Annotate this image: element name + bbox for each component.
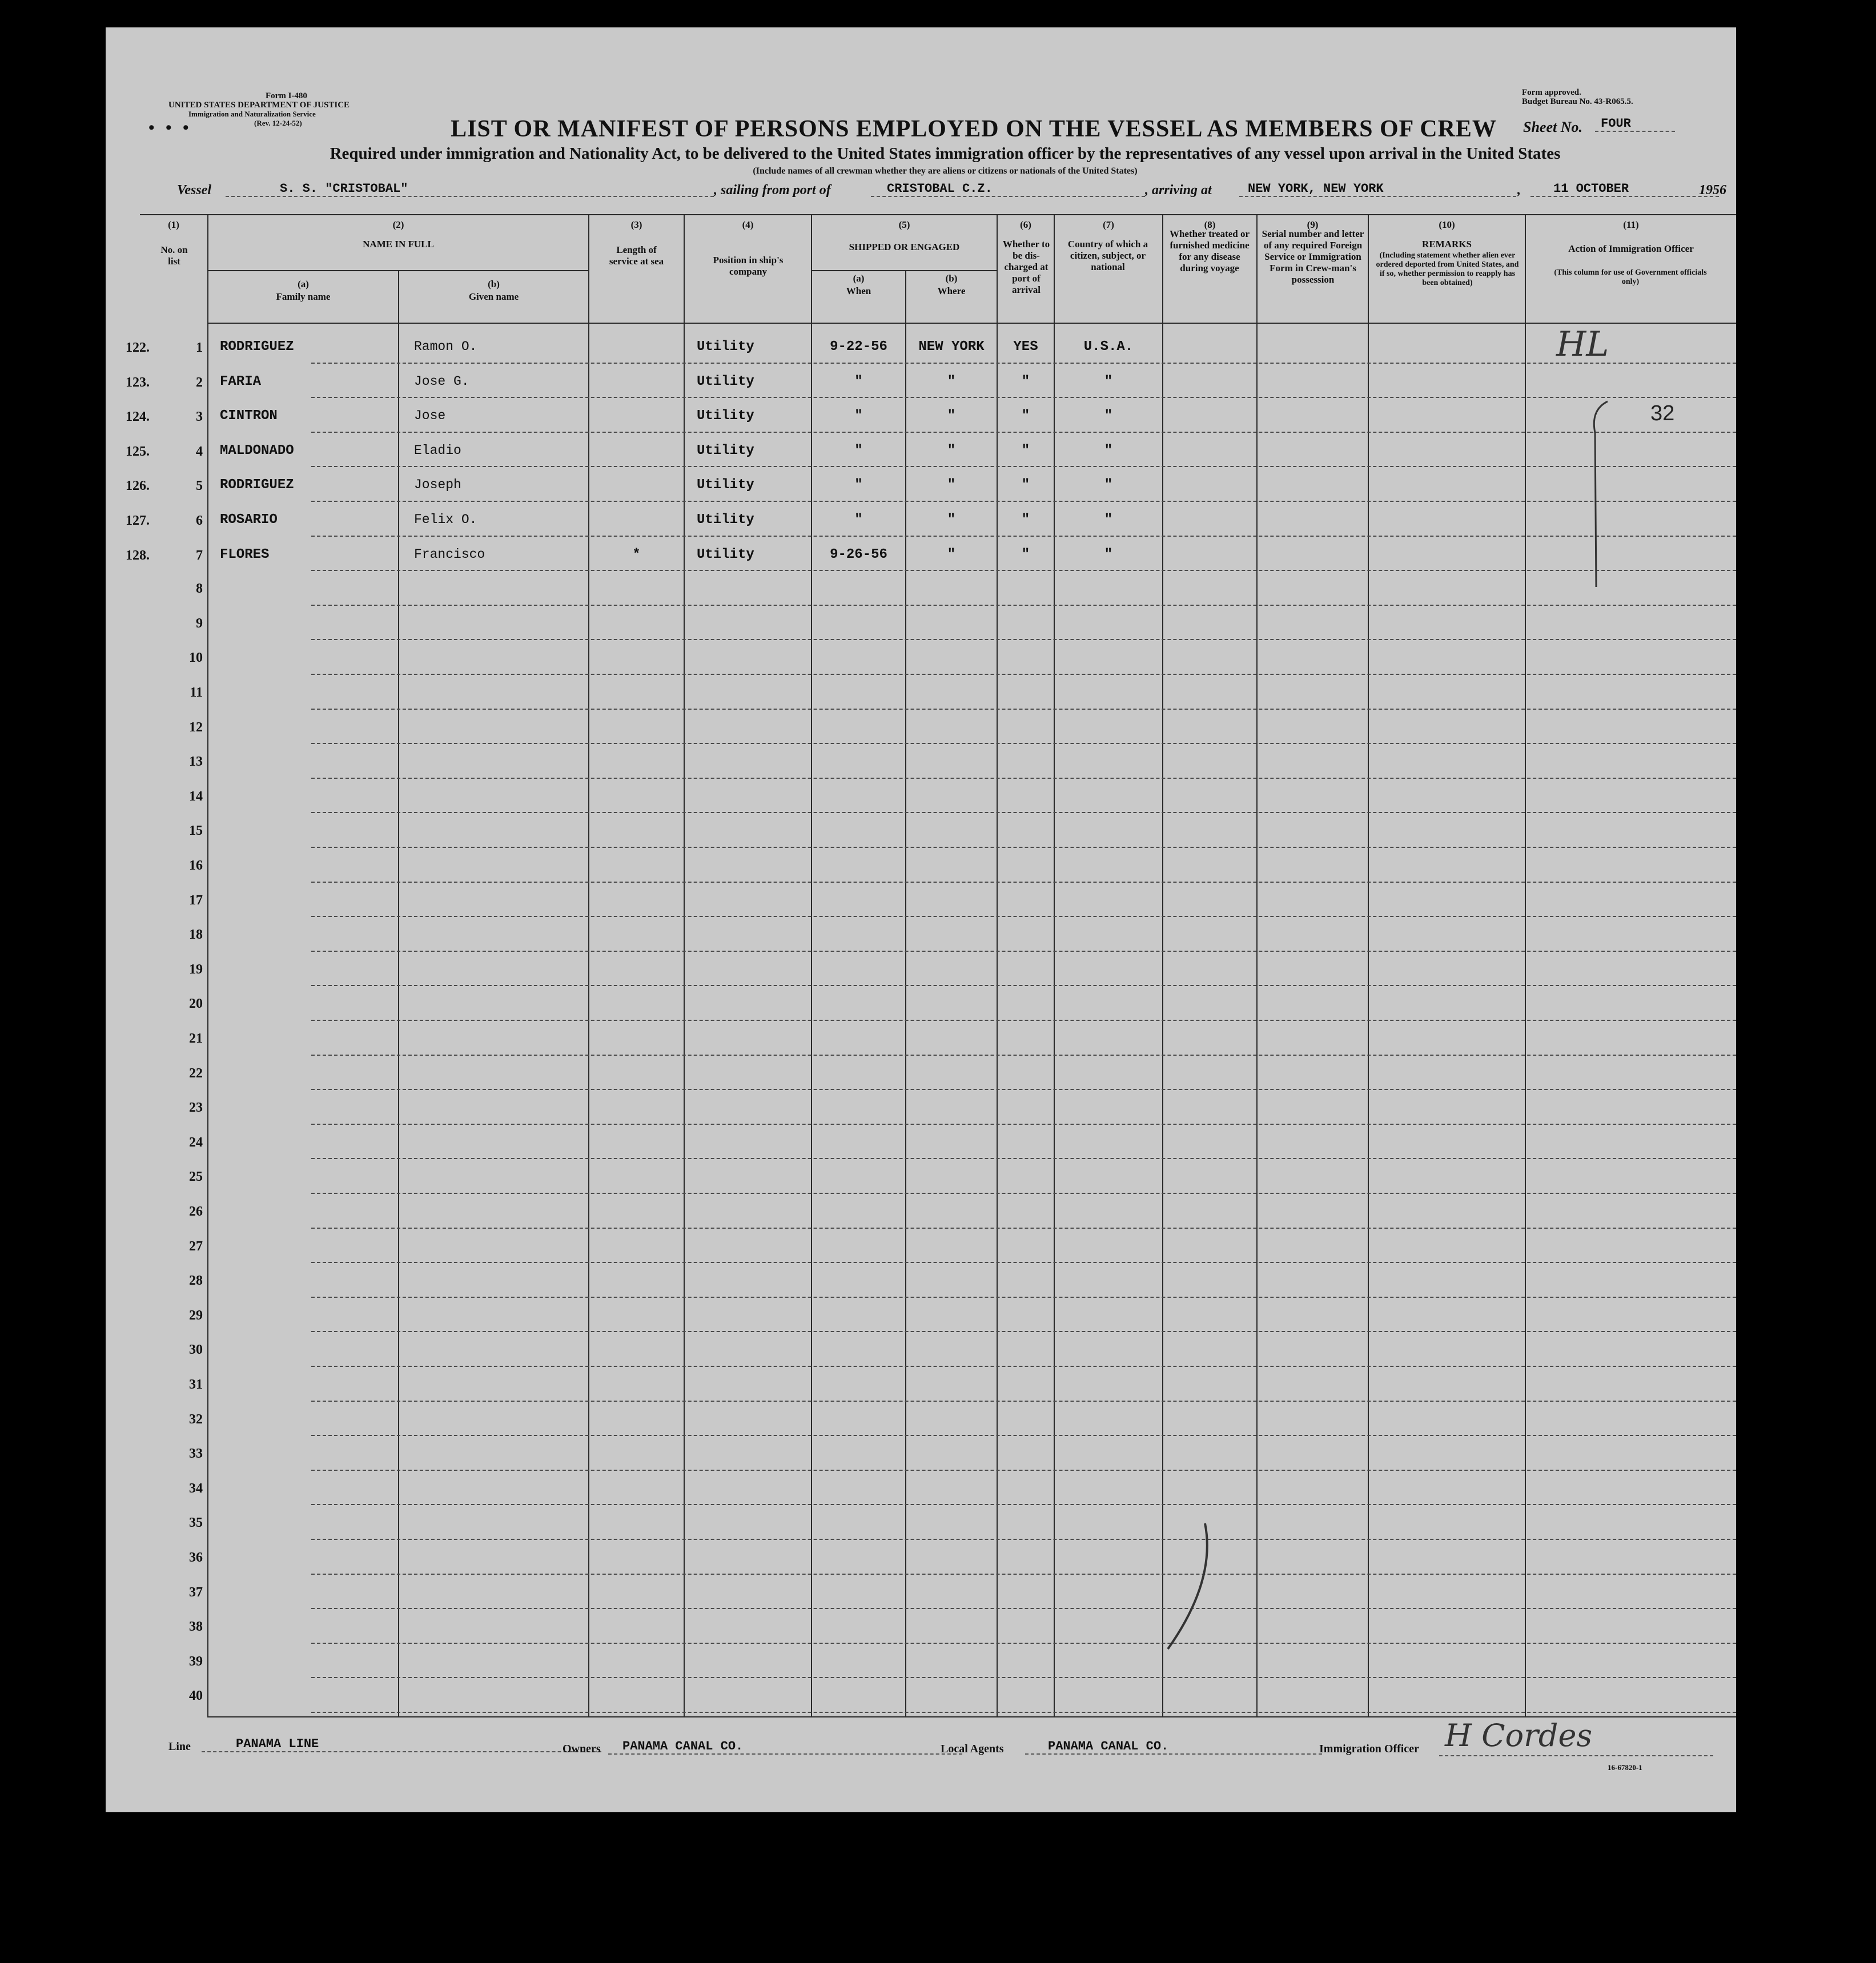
row-number: 29 — [189, 1308, 203, 1323]
row-rule — [311, 882, 1736, 883]
row-number: 30 — [189, 1342, 203, 1358]
manifest-sheet: Form I-480 UNITED STATES DEPARTMENT OF JUSTICE Immigration and Naturalization Service (Rev. 12-24-52) • • • Form approved. Budget Bureau No. 43-R065.5. LIST OR MANIFEST OF PERSONS EMPLOYED ON THE VESSEL AS MEMBERS OF CREW Sheet No. FOUR Required under immigration and Nationality Act, to be delivered to the United States immigration officer by the representatives of any vessel upon arrival in the United States (Include names of all crewman whether they are aliens or citizens or nationals of the United States) Vessel S. S. "CRISTOBAL" , sailing from port of CRISTOBAL C.Z. , arriving at NEW YORK, NEW YORK , 11 OCTOBER 1956 (1) No. on list (2) NAME IN FULL (a) Family name (b) Given name (3) Length of service at sea (4) Position in ship's company (5) SHIPPED OR ENGAGED (a) When (b) Where (6) Whether to be dis-charged at port of arrival (7) Country of which a citizen, subject, or national (8) Whether treated or furnished medicine for any disease during voyage (9) Serial number and letter of any required Foreign Service or Immigration Form in Crew-man's possession (10) REMARKS (Including statement whether alien ever ordered deported from United States, and if so, whether permission to reapply has been obtained) (11) Action of Immigration Officer (This column for use of Government officials only) 122. 1 RODRIGUEZ Ramon O. Utility 9-22-56 NEW YORK YES U.S.A. 123. 2 FARIA Jose G. Utility " " " " 124. 3 CINTRON Jose Utility " " " " 125. 4 MALDONADO Eladio Utility " " " " 126. 5 RODRIGUEZ Joseph Utility " " " " 127. 6 ROSARIO Felix O. Utility " " " " 128. 7 FLORES Francisco * Utility 9-26-56 " " " 8 9 10 11 12 13 14 15 16 17 18 19 20 21 22 23 24 25 26 27 28 29 30 31 32 33 34 35 36 37 38 39 40 HL 32 Line PANAMA LINE Owners PANAMA CANAL CO. Local Agents PANAMA CANAL CO. Immigration Officer H Cordes 16-67820-1 — [106, 27, 1736, 1812]
col2a-header: Family name — [276, 291, 331, 302]
country-cell: U.S.A. — [1083, 339, 1134, 355]
row-rule — [311, 1158, 1736, 1159]
shipped-where-cell: " — [947, 408, 956, 424]
col2-header: NAME IN FULL — [363, 239, 434, 250]
shipped-when-cell: 9-26-56 — [830, 546, 887, 562]
row-rule — [311, 1228, 1736, 1229]
row-rule — [311, 1608, 1736, 1609]
col3-number: (3) — [630, 219, 642, 230]
col9-number: (9) — [1307, 219, 1319, 230]
row-number: 16 — [189, 858, 203, 873]
col2b-number: (b) — [488, 279, 500, 289]
row-rule — [311, 1470, 1736, 1471]
discharge-cell: " — [1021, 408, 1030, 424]
col11-number: (11) — [1623, 219, 1639, 230]
family-name-cell: CINTRON — [220, 408, 278, 424]
shipped-when-cell: 9-22-56 — [830, 339, 887, 355]
service-name: Immigration and Naturalization Service — [188, 110, 316, 118]
page-title: LIST OR MANIFEST OF PERSONS EMPLOYED ON THE VESSEL AS MEMBERS OF CREW — [451, 116, 1497, 142]
form-revision: (Rev. 12-24-52) — [254, 119, 302, 127]
row-number: 39 — [189, 1654, 203, 1669]
row-rule — [311, 847, 1736, 848]
vessel-name: S. S. "CRISTOBAL" — [226, 182, 714, 197]
form-approval: Form approved. — [1522, 88, 1581, 97]
row-number: 40 — [189, 1688, 203, 1704]
row-rule — [311, 1124, 1736, 1125]
row-number: 3 — [196, 409, 203, 425]
row-number: 19 — [189, 962, 203, 977]
discharge-cell: " — [1021, 373, 1030, 389]
given-name-cell: Jose — [414, 408, 446, 424]
row-rule — [311, 1712, 1736, 1713]
row-rule — [311, 1089, 1736, 1090]
page-subnote: (Include names of all crewman whether they are aliens or citizens or nationals of the United States) — [753, 166, 1138, 176]
sequence-number: 124. — [126, 409, 150, 425]
arrival-port: NEW YORK, NEW YORK — [1239, 182, 1516, 197]
row-number: 15 — [189, 823, 203, 839]
shipped-when-cell: " — [854, 373, 863, 389]
discharge-cell: " — [1021, 512, 1030, 528]
row-number: 12 — [189, 719, 203, 735]
row-number: 6 — [196, 513, 203, 528]
row-number: 27 — [189, 1238, 203, 1254]
arrival-date: 11 OCTOBER — [1530, 182, 1719, 197]
row-rule — [311, 778, 1736, 779]
position-cell: Utility — [697, 408, 754, 424]
row-rule — [311, 812, 1736, 813]
row-rule — [311, 1331, 1736, 1332]
row-rule — [311, 1193, 1736, 1194]
col5b-number: (b) — [945, 273, 958, 284]
family-name-cell: MALDONADO — [220, 443, 294, 458]
row-number: 11 — [190, 685, 203, 700]
officer-label: Immigration Officer — [1319, 1743, 1419, 1755]
row-number: 35 — [189, 1515, 203, 1531]
given-name-cell: Francisco — [414, 546, 485, 562]
country-cell: " — [1104, 373, 1113, 389]
sheet-label: Sheet No. — [1523, 119, 1582, 135]
given-name-cell: Felix O. — [414, 512, 477, 527]
row-rule — [311, 1435, 1736, 1436]
owners-value: PANAMA CANAL CO. — [608, 1739, 962, 1755]
family-name-cell: ROSARIO — [220, 512, 278, 528]
row-rule — [311, 432, 1736, 433]
col4-number: (4) — [742, 219, 754, 230]
sheet-number: FOUR — [1595, 116, 1675, 132]
discharge-cell: YES — [1013, 339, 1038, 355]
given-name-cell: Ramon O. — [414, 339, 477, 354]
handwritten-count: 32 — [1650, 401, 1675, 425]
sequence-number: 126. — [126, 478, 150, 494]
shipped-where-cell: " — [947, 443, 956, 458]
position-cell: Utility — [697, 477, 754, 493]
col9-header: Serial number and letter of any required Foreign Service or Immigration Form in Crew-man's possession — [1262, 228, 1364, 285]
row-number: 37 — [189, 1584, 203, 1600]
col6-number: (6) — [1020, 219, 1031, 230]
row-rule — [311, 985, 1736, 986]
row-number: 32 — [189, 1411, 203, 1427]
position-cell: Utility — [697, 546, 754, 562]
shipped-when-cell: " — [854, 408, 863, 424]
row-rule — [311, 1643, 1736, 1644]
vessel-label: Vessel — [177, 183, 211, 198]
pen-stroke-mark — [1156, 1512, 1225, 1660]
shipped-when-cell: " — [854, 512, 863, 528]
row-rule — [311, 397, 1736, 398]
shipped-where-cell: " — [947, 546, 956, 562]
country-cell: " — [1104, 477, 1113, 493]
sequence-number: 123. — [126, 375, 150, 390]
row-number: 34 — [189, 1481, 203, 1496]
shipped-when-cell: " — [854, 443, 863, 458]
row-number: 7 — [196, 548, 203, 563]
line-value: PANAMA LINE — [202, 1737, 601, 1752]
family-name-cell: RODRIGUEZ — [220, 339, 294, 355]
family-name-cell: FLORES — [220, 546, 270, 562]
row-number: 38 — [189, 1619, 203, 1635]
discharge-cell: " — [1021, 546, 1030, 562]
row-rule — [311, 743, 1736, 744]
row-number: 13 — [189, 754, 203, 770]
row-number: 22 — [189, 1065, 203, 1081]
shipped-where-cell: NEW YORK — [918, 339, 985, 355]
discharge-cell: " — [1021, 443, 1030, 458]
position-cell: Utility — [697, 512, 754, 528]
arrival-year: 1956 — [1699, 183, 1726, 198]
col8-header: Whether treated or furnished medicine for any disease during voyage — [1169, 228, 1250, 273]
row-number: 28 — [189, 1273, 203, 1289]
col1-number: (1) — [168, 219, 179, 230]
position-cell: Utility — [697, 443, 754, 458]
row-number: 33 — [189, 1446, 203, 1462]
printer-code: 16-67820-1 — [1608, 1763, 1642, 1772]
sailing-label: , sailing from port of — [714, 183, 831, 198]
col5b-header: Where — [937, 285, 966, 296]
row-rule — [311, 605, 1736, 606]
col5-header: SHIPPED OR ENGAGED — [849, 242, 960, 252]
col2-number: (2) — [392, 219, 404, 230]
departure-port: CRISTOBAL C.Z. — [871, 182, 1145, 197]
row-number: 9 — [196, 616, 203, 631]
row-rule — [311, 1366, 1736, 1367]
row-rule — [311, 1297, 1736, 1298]
row-rule — [311, 1401, 1736, 1402]
budget-bureau: Budget Bureau No. 43-R065.5. — [1522, 97, 1633, 106]
sequence-number: 122. — [126, 340, 150, 355]
page-subtitle: Required under immigration and Nationality Act, to be delivered to the United States immigration officer by the representatives of any vessel upon arrival in the United States — [330, 144, 1561, 163]
row-rule — [311, 536, 1736, 537]
col10-header: REMARKS — [1422, 239, 1472, 250]
row-rule — [311, 1504, 1736, 1505]
country-cell: " — [1104, 512, 1113, 528]
header-marks: • • • — [148, 118, 192, 137]
agents-value: PANAMA CANAL CO. — [1025, 1739, 1322, 1755]
line-label: Line — [168, 1740, 191, 1753]
sequence-number: 127. — [126, 513, 150, 528]
sequence-number: 125. — [126, 444, 150, 459]
officer-initials: HL — [1556, 324, 1609, 364]
col10-number: (10) — [1439, 219, 1455, 230]
row-rule — [311, 674, 1736, 675]
owners-label: Owners — [563, 1743, 601, 1755]
row-number: 4 — [196, 444, 203, 459]
row-rule — [311, 916, 1736, 917]
row-number: 18 — [189, 927, 203, 943]
row-rule — [311, 570, 1736, 571]
row-rule — [311, 1539, 1736, 1540]
row-number: 36 — [189, 1550, 203, 1565]
discharge-cell: " — [1021, 477, 1030, 493]
row-rule — [311, 1574, 1736, 1575]
row-rule — [311, 709, 1736, 710]
row-number: 20 — [189, 996, 203, 1012]
row-number: 1 — [196, 340, 203, 355]
col11-header: Action of Immigration Officer — [1568, 243, 1694, 254]
row-rule — [311, 1262, 1736, 1263]
row-number: 2 — [196, 375, 203, 390]
col4-header: Position in ship's company — [713, 255, 784, 277]
family-name-cell: FARIA — [220, 373, 262, 389]
col5-number: (5) — [898, 219, 910, 230]
country-cell: " — [1104, 443, 1113, 458]
given-name-cell: Eladio — [414, 443, 461, 458]
row-number: 23 — [189, 1100, 203, 1116]
row-number: 25 — [189, 1169, 203, 1185]
row-number: 17 — [189, 892, 203, 908]
col7-header: Country of which a citizen, subject, or national — [1067, 239, 1148, 272]
country-cell: " — [1104, 546, 1113, 562]
col8-number: (8) — [1204, 219, 1216, 230]
position-cell: Utility — [697, 339, 754, 355]
shipped-where-cell: " — [947, 512, 956, 528]
row-rule — [311, 1020, 1736, 1021]
col5a-header: When — [846, 285, 871, 296]
row-number: 8 — [196, 581, 203, 597]
row-rule — [311, 951, 1736, 952]
col10-note: (Including statement whether alien ever ordered deported from United States, and if so, whether permission to reapply has been obtained) — [1376, 251, 1519, 287]
row-rule — [311, 1055, 1736, 1056]
row-rule — [311, 466, 1736, 467]
row-rule — [311, 639, 1736, 640]
country-cell: " — [1104, 408, 1113, 424]
col2b-header: Given name — [468, 291, 519, 302]
row-number: 24 — [189, 1135, 203, 1150]
sequence-number: 128. — [126, 548, 150, 563]
department-name: UNITED STATES DEPARTMENT OF JUSTICE — [168, 100, 350, 110]
row-rule — [311, 1677, 1736, 1678]
officer-signature: H Cordes — [1445, 1717, 1593, 1753]
service-cell: * — [632, 546, 641, 562]
shipped-where-cell: " — [947, 477, 956, 493]
col1-header: No. on list — [160, 244, 188, 267]
row-number: 26 — [189, 1204, 203, 1219]
row-number: 21 — [189, 1031, 203, 1046]
form-number: Form I-480 — [266, 91, 307, 100]
bracket-mark — [1585, 399, 1619, 593]
shipped-when-cell: " — [854, 477, 863, 493]
col2a-number: (a) — [298, 279, 309, 289]
given-name-cell: Jose G. — [414, 373, 469, 389]
row-number: 10 — [189, 650, 203, 666]
col11-note: (This column for use of Government officials only) — [1554, 268, 1707, 286]
position-cell: Utility — [697, 373, 754, 389]
family-name-cell: RODRIGUEZ — [220, 477, 294, 493]
row-rule — [311, 501, 1736, 502]
col3-header: Length of service at sea — [609, 244, 664, 267]
row-number: 31 — [189, 1377, 203, 1392]
agents-label: Local Agents — [941, 1743, 1004, 1755]
shipped-where-cell: " — [947, 373, 956, 389]
row-rule — [311, 363, 1736, 364]
col6-header: Whether to be dis-charged at port of arrival — [1002, 239, 1050, 295]
given-name-cell: Joseph — [414, 477, 461, 493]
row-number: 5 — [196, 478, 203, 494]
row-number: 14 — [189, 789, 203, 804]
col5a-number: (a) — [853, 273, 865, 284]
col7-number: (7) — [1103, 219, 1114, 230]
arriving-label: , arriving at — [1145, 183, 1212, 198]
